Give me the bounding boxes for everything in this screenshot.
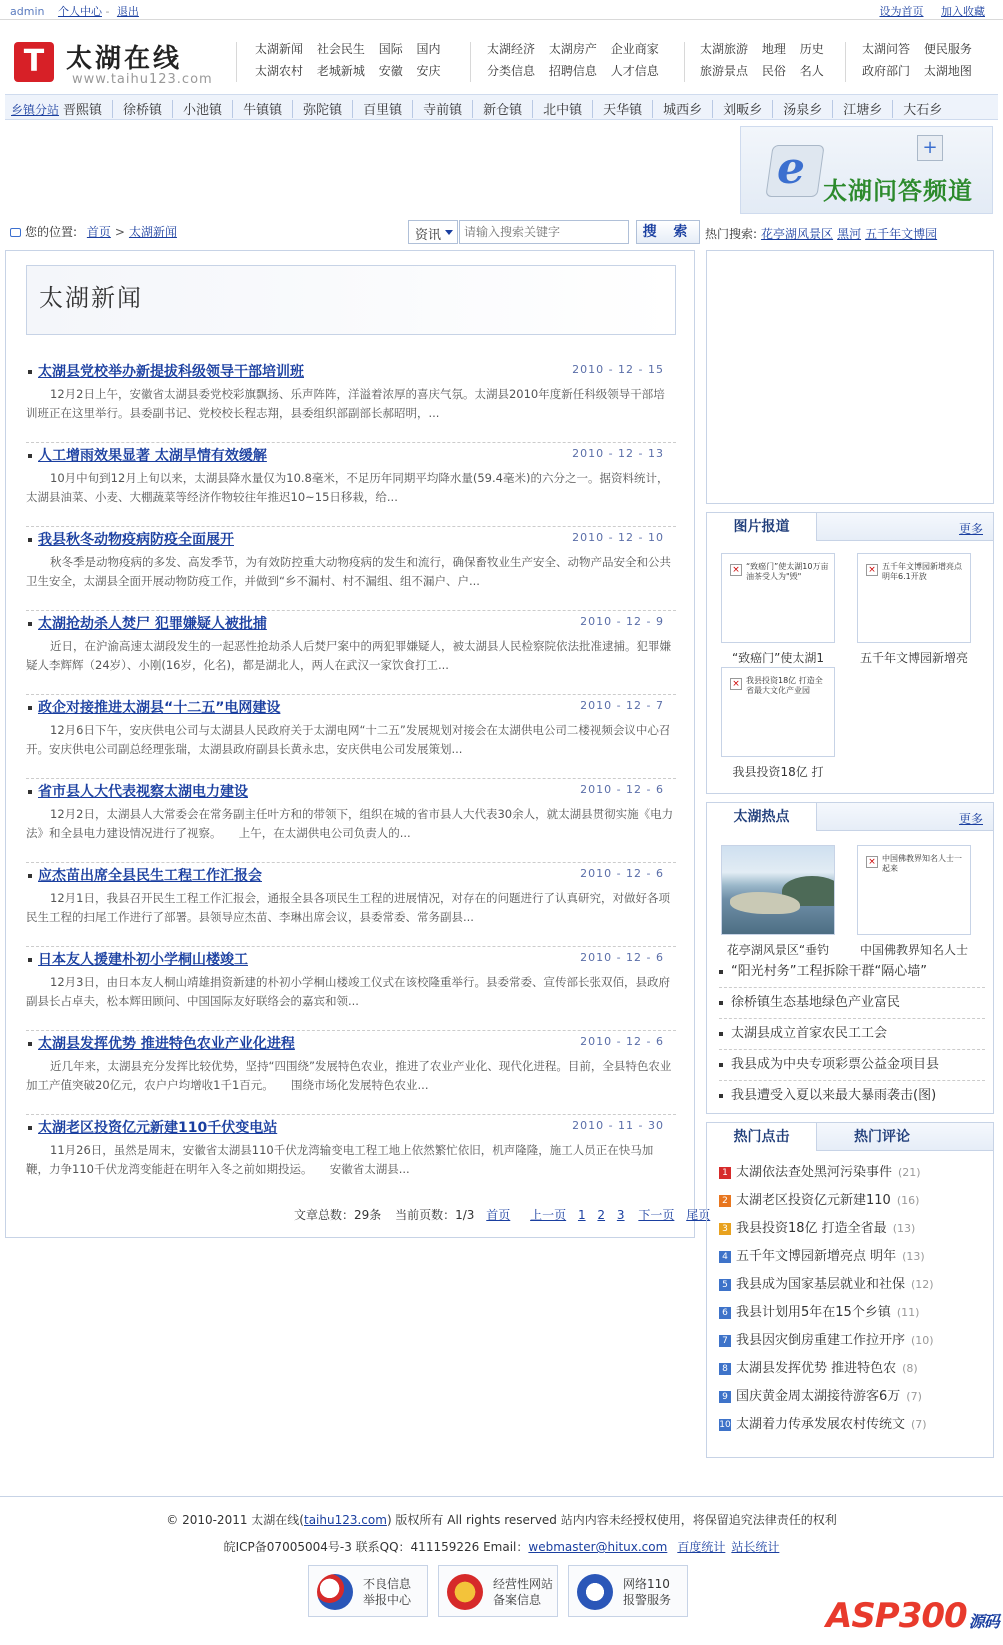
bullet-icon (719, 1032, 723, 1036)
photo-label: 中国佛教界知名人士 (859, 943, 968, 957)
news-list-panel (5, 250, 711, 1238)
logo-icon: T (14, 42, 54, 82)
divider (845, 42, 846, 82)
tab-hot-comments[interactable]: 热门评论 (854, 1129, 910, 1145)
photo-news-box (706, 512, 994, 794)
profile-link[interactable]: 个人中心 (57, 5, 102, 18)
rank-number: 7 (719, 1335, 731, 1347)
photo-item[interactable] (721, 553, 835, 666)
news-summary: 秋冬季是动物疫病的多发、高发季节，为有效防控重大动物疫病的发生和流行，确保畜牧业生产安全、动物产品安全和公共卫生安全，太湖县全面开展动物防疫工作，并做到“乡不漏村、村不漏组、组不漏户、户... (26, 555, 671, 588)
business-record-badge[interactable] (438, 1565, 558, 1617)
nav-link[interactable]: 太湖经济 (487, 42, 536, 56)
hot-search-link[interactable]: 黑河 (837, 227, 862, 241)
search-category-value: 资讯 (415, 228, 442, 243)
rank-count: (8) (902, 1362, 918, 1375)
bullet-icon (28, 454, 32, 458)
rank-count: (21) (898, 1166, 921, 1179)
town-link[interactable]: 小池镇 (173, 100, 233, 118)
photo-alt-text: “致癌门”使太湖10万亩油茶受人为"毁" (746, 562, 829, 581)
prev-page-link[interactable]: 上一页 (530, 1208, 567, 1222)
town-link[interactable]: 江塘乡 (833, 100, 893, 118)
police-shield-icon (577, 1574, 613, 1610)
rank-title: 国庆黄金周太湖接待游客6万 (736, 1389, 901, 1404)
photo-item[interactable] (857, 553, 971, 666)
news-summary: 10月中旬到12月上旬以来，太湖县降水量仅为10.8毫米，不足历年同期平均降水量(59.4毫米)的六分之一。据资料统计，太湖县油菜、小麦、大棚蔬菜等经济作物较往年推迟10~15日移栽，给... (26, 471, 669, 504)
news-title-link[interactable] (28, 529, 234, 549)
rank-number: 4 (719, 1251, 731, 1263)
nav-link[interactable]: 政府部门 (862, 64, 911, 78)
breadcrumb (10, 223, 177, 240)
rank-count: (11) (896, 1306, 920, 1319)
bullet-icon (28, 958, 32, 962)
news-title-link[interactable] (28, 445, 267, 465)
section-title-box (26, 265, 676, 335)
photo-label: 花亭湖风景区“垂钓 (726, 943, 830, 957)
nav-link[interactable]: 国际 (378, 42, 403, 56)
ranking-box (706, 1122, 994, 1458)
photo-news-more-link[interactable]: 更多 (958, 522, 983, 536)
icp-text: 皖ICP备07005004号-3 联系QQ：411159226 Email： (223, 1540, 529, 1554)
footer (0, 1496, 1003, 1555)
news-title-link[interactable] (28, 613, 267, 633)
chevron-down-icon (445, 230, 453, 235)
town-link[interactable]: 弥陀镇 (293, 100, 353, 118)
news-item (26, 443, 676, 527)
photo-label: 我县投资18亿 打 (732, 765, 824, 779)
ranking-row[interactable] (719, 1271, 987, 1299)
list-item-text: 太湖县成立首家农民工工会 (731, 1026, 888, 1041)
rank-number: 10 (719, 1419, 731, 1430)
watermark-text: ASP300 (826, 1596, 967, 1636)
news-title: 太湖抢劫杀人焚尸 犯罪嫌疑人被批捕 (38, 616, 267, 632)
pagination (294, 1206, 710, 1223)
ranking-row[interactable] (719, 1299, 987, 1327)
list-item[interactable] (719, 1050, 985, 1081)
e-letter-icon: e (777, 143, 805, 194)
logout-link[interactable]: 退出 (116, 5, 139, 18)
news-title-link[interactable] (28, 1033, 295, 1053)
logo-name: 太湖在线 (66, 44, 183, 74)
news-item (26, 1115, 676, 1199)
nav-link[interactable]: 民俗 (761, 64, 786, 78)
rank-number: 2 (719, 1195, 731, 1207)
town-link[interactable]: 牛镇镇 (233, 100, 293, 118)
plus-icon: + (917, 135, 943, 161)
webmaster-stats-link[interactable]: 站长统计 (731, 1540, 780, 1554)
nav-link[interactable]: 人才信息 (610, 64, 659, 78)
site-domain-link[interactable]: taihu123.com (303, 1513, 387, 1527)
rank-count: (7) (906, 1390, 922, 1403)
nav-group-travel (700, 40, 834, 84)
list-item[interactable] (719, 1019, 985, 1050)
section-title: 太湖新闻 (39, 284, 143, 312)
bullet-icon (28, 1042, 32, 1046)
nav-link[interactable]: 旅游景点 (700, 64, 749, 78)
ranking-row[interactable] (719, 1355, 987, 1383)
nav-link[interactable]: 历史 (799, 42, 824, 56)
broken-image-icon: × (730, 678, 742, 690)
search-button[interactable]: 搜 索 (636, 220, 700, 244)
badge-line: 备案信息 (493, 1593, 542, 1607)
set-homepage-link[interactable]: 设为首页 (879, 5, 924, 18)
next-page-link[interactable]: 下一页 (638, 1208, 675, 1222)
news-title: 政企对接推进太湖县“十二五”电网建设 (38, 700, 281, 716)
news-date: 2010 - 12 - 7 (580, 699, 664, 712)
ranking-row[interactable] (719, 1215, 987, 1243)
nav-link[interactable]: 名人 (799, 64, 824, 78)
nav-link[interactable]: 国内 (416, 42, 441, 56)
copyright-text-end: ) 版权所有 All rights reserved 站内内容未经授权使用，将保留追究法律责任的权利 (386, 1513, 837, 1527)
news-date: 2010 - 12 - 6 (580, 951, 664, 964)
photo-news-title: 图片报道 (707, 513, 817, 541)
news-title-link[interactable] (28, 361, 304, 381)
bullet-icon (719, 1094, 723, 1098)
news-summary: 12月1日，我县召开民生工程工作汇报会，通报全县各项民生工程的进展情况，对存在的问题进行了认真研究，对做好各项民生工程的扫尾工作进行了部署。县领导应杰苗、李琳出席会议，县委常委、常务副县... (26, 891, 670, 924)
news-title: 太湖老区投资亿元新建110千伏变电站 (38, 1120, 278, 1136)
rank-title: 太湖着力传承发展农村传统文 (736, 1417, 906, 1432)
town-link[interactable]: 城西乡 (653, 100, 713, 118)
search-input[interactable] (459, 220, 629, 244)
photo-thumbnail (857, 845, 971, 935)
nav-link[interactable]: 太湖旅游 (700, 42, 749, 56)
ranking-row[interactable] (719, 1187, 987, 1215)
photo-alt-text: 五千年文博园新增亮点 明年6.1开放 (882, 562, 962, 581)
copyright-text: © 2010-2011 太湖在线( (166, 1513, 304, 1527)
divider (470, 42, 471, 82)
bullet-icon (28, 622, 32, 626)
rank-count: (16) (896, 1194, 920, 1207)
news-title: 我县秋冬动物疫病防疫全面展开 (38, 532, 234, 548)
nav-link[interactable]: 便民服务 (923, 42, 972, 56)
current-page: 当前页数：1/3 (395, 1208, 475, 1222)
rank-number: 1 (719, 1167, 731, 1179)
hot-spots-title: 太湖热点 (707, 803, 817, 831)
divider (236, 42, 237, 82)
news-title-link[interactable] (28, 865, 262, 885)
news-item (26, 947, 676, 1031)
last-page-link[interactable]: 尾页 (686, 1208, 711, 1222)
report-center-icon (317, 1574, 353, 1610)
icp-line (0, 1538, 1003, 1555)
broken-image-icon: × (730, 564, 742, 576)
news-summary: 近日，在沪渝高速太湖段发生的一起恶性抢劫杀人后焚尸案中的两犯罪嫌疑人，被太湖县人民检察院依法批准逮捕。犯罪嫌疑人李辉辉（24岁）、小刚(16岁，化名)，都是湖北人，两人在武汉一家饮食打工... (26, 639, 671, 672)
watermark-logo (826, 1596, 999, 1636)
top-bar: admin 个人中心 - 退出 设为首页 加入收藏 (0, 0, 1003, 20)
rank-count: (10) (911, 1334, 934, 1347)
news-title-link[interactable] (28, 1117, 277, 1137)
logo-url: www.taihu123.com (72, 72, 213, 87)
ranking-tabs (707, 1123, 993, 1151)
watermark-sub: 源码 (968, 1612, 999, 1631)
copyright-line (0, 1511, 1003, 1528)
hot-spot-photo[interactable] (721, 845, 835, 958)
banner-text: 太湖问答频道 (823, 177, 973, 205)
news-item (26, 863, 676, 947)
news-summary: 11月26日，虽然是周末，安徽省太湖县110千伏龙湾输变电工程工地上依然繁忙依旧，机声隆隆，施工人员正在快马加鞭，力争110千伏龙湾变能赶在明年入冬之前如期投运。 安徽省太湖县... (26, 1143, 654, 1176)
first-page-link[interactable]: 首页 (486, 1208, 511, 1222)
breadcrumb-label: 您的位置: (25, 225, 78, 239)
town-link[interactable]: 汤泉乡 (773, 100, 833, 118)
bullet-icon (719, 970, 723, 974)
news-date: 2010 - 12 - 13 (572, 447, 664, 460)
ranking-row[interactable] (719, 1243, 987, 1271)
rank-number: 5 (719, 1279, 731, 1291)
town-link[interactable]: 北中镇 (533, 100, 593, 118)
photo-thumbnail (857, 553, 971, 643)
nav-link[interactable]: 太湖农村 (255, 64, 304, 78)
list-item[interactable] (719, 1081, 985, 1112)
news-title-link[interactable] (28, 781, 248, 801)
photo-thumbnail (721, 667, 835, 757)
list-item[interactable] (719, 988, 985, 1019)
list-item-text: 我县遭受入夏以来最大暴雨袭击(图) (731, 1088, 937, 1103)
tab-hot-clicks[interactable]: 热门点击 (707, 1123, 817, 1151)
news-summary: 12月2日上午，安徽省太湖县委党校彩旗飘扬、乐声阵阵，洋溢着浓厚的喜庆气氛。太湖县2010年度新任科级领导干部培训班正在这里举行。县委副书记、党校校长程志翔，县委组织部副部长郝昭明，... (26, 387, 665, 420)
photo-news-header (707, 513, 993, 541)
business-emblem-icon (447, 1574, 483, 1610)
rank-title: 五千年文博园新增亮点 明年 (736, 1249, 897, 1264)
news-item (26, 779, 676, 863)
breadcrumb-home[interactable]: 首页 (86, 225, 111, 239)
nav-group-economy (487, 40, 669, 84)
breadcrumb-current[interactable]: 太湖新闻 (128, 225, 177, 239)
rank-number: 9 (719, 1391, 731, 1403)
town-nav (5, 94, 998, 120)
rank-title: 太湖依法查处黑河污染事件 (736, 1165, 893, 1180)
news-title: 日本友人援建朴初小学桐山楼竣工 (38, 952, 248, 968)
email-link[interactable]: webmaster@hitux.com (528, 1540, 668, 1554)
search-category-select[interactable] (408, 220, 458, 244)
ranking-list (719, 1159, 987, 1439)
ranking-row[interactable] (719, 1327, 987, 1355)
page-link[interactable]: 2 (597, 1208, 606, 1222)
photo-alt-text: 中国佛教界知名人士一起来 (882, 854, 962, 873)
qa-channel-banner[interactable] (740, 126, 993, 214)
town-link[interactable]: 刘畈乡 (713, 100, 773, 118)
photo-label: 五千年文博园新增亮 (859, 651, 968, 665)
badge-line: 不良信息 (363, 1577, 412, 1591)
rank-count: (12) (911, 1278, 934, 1291)
badge-line: 网络110 (623, 1577, 670, 1591)
news-date: 2010 - 12 - 10 (572, 531, 664, 544)
nav-link[interactable]: 太湖新闻 (255, 42, 304, 56)
news-summary: 12月6日下午，安庆供电公司与太湖县人民政府关于太湖电网“十二五”发展规划对接会在太湖供电公司二楼视频会议中心召开。安庆供电公司副总经理张瑞，太湖县政府副县长黄永忠，安庆供电公司发展策划... (26, 723, 671, 756)
news-summary: 近几年来，太湖县充分发挥比较优势，坚持“四围绕”发展特色农业，推进了农业产业化、现代化进程。目前，全县特色农业加工产值突破20亿元，农户户均增收1千1百元。 围绕市场化发展特色农业... (26, 1059, 672, 1092)
nav-link[interactable]: 地理 (761, 42, 786, 56)
nav-link[interactable]: 分类信息 (487, 64, 536, 78)
town-link[interactable]: 晋熙镇 (61, 100, 113, 118)
rank-count: (13) (902, 1250, 925, 1263)
article-total: 文章总数：29条 (294, 1208, 382, 1222)
report-center-badge[interactable] (308, 1565, 428, 1617)
nav-link[interactable]: 企业商家 (610, 42, 659, 56)
username: admin (10, 5, 45, 18)
rank-title: 太湖老区投资亿元新建110 (736, 1193, 891, 1208)
town-link[interactable]: 新仓镇 (473, 100, 533, 118)
news-date: 2010 - 11 - 30 (572, 1119, 664, 1132)
badge-line: 举报中心 (363, 1593, 412, 1607)
lake-photo (721, 845, 835, 935)
broken-image-icon: × (866, 856, 878, 868)
news-date: 2010 - 12 - 9 (580, 615, 664, 628)
hot-search (705, 225, 937, 242)
sidebar-ad-box (706, 250, 994, 504)
badge-line: 经营性网站 (493, 1577, 554, 1591)
nav-link[interactable]: 太湖房产 (548, 42, 597, 56)
rank-title: 我县投资18亿 打造全省最 (736, 1221, 887, 1236)
town-link[interactable]: 天华镇 (593, 100, 653, 118)
news-summary: 12月3日，由日本友人桐山靖雄捐资新建的朴初小学桐山楼竣工仪式在该校隆重举行。县委常委、宣传部长张双佰，县政府副县长占卓夫，松本辉田顾问、中国国际友好联络会的嘉宾和领... (26, 975, 670, 1008)
hot-spots-header (707, 803, 993, 831)
news-item (26, 527, 676, 611)
site-logo[interactable] (14, 36, 214, 88)
ranking-row[interactable] (719, 1383, 987, 1411)
hot-search-label: 热门搜索: (705, 227, 758, 241)
hot-spot-photo[interactable] (857, 845, 971, 958)
divider (684, 42, 685, 82)
rank-title: 我县因灾倒房重建工作拉开序 (736, 1333, 906, 1348)
rank-count: (13) (892, 1222, 916, 1235)
bullet-icon (719, 1063, 723, 1067)
news-date: 2010 - 12 - 6 (580, 783, 664, 796)
town-link[interactable]: 寺前镇 (413, 100, 473, 118)
nav-link[interactable]: 老城新城 (316, 64, 365, 78)
bullet-icon (28, 538, 32, 542)
photo-thumbnail (721, 553, 835, 643)
news-list (26, 359, 676, 1199)
certification-badges (308, 1565, 694, 1617)
news-title: 应杰苗出席全县民生工程工作汇报会 (38, 868, 262, 884)
news-item (26, 695, 676, 779)
page-link[interactable]: 3 (616, 1208, 625, 1222)
news-item (26, 1031, 676, 1115)
news-title: 人工增雨效果显著 太湖旱情有效缓解 (38, 448, 267, 464)
nav-link[interactable]: 招聘信息 (548, 64, 597, 78)
news-title: 太湖县党校举办新提拔科级领导干部培训班 (38, 364, 304, 380)
bullet-icon (28, 790, 32, 794)
news-item (26, 359, 676, 443)
news-title: 省市县人大代表视察太湖电力建设 (38, 784, 248, 800)
list-item-text: 我县成为中央专项彩票公益金项目县 (731, 1057, 940, 1072)
rank-number: 6 (719, 1307, 731, 1319)
rank-title: 太湖县发挥优势 推进特色农 (736, 1361, 897, 1376)
page-link[interactable]: 1 (577, 1208, 586, 1222)
hot-spots-more-link[interactable]: 更多 (958, 812, 983, 826)
town-link[interactable]: 大石乡 (903, 103, 943, 118)
ranking-row[interactable] (719, 1159, 987, 1187)
nav-group-news (255, 40, 451, 84)
nav-link[interactable]: 社会民生 (316, 42, 365, 56)
town-link[interactable]: 徐桥镇 (113, 100, 173, 118)
header (0, 30, 1003, 90)
rank-number: 8 (719, 1363, 731, 1375)
bullet-icon (28, 874, 32, 878)
news-date: 2010 - 12 - 6 (580, 1035, 664, 1048)
rank-title: 我县成为国家基层就业和社保 (736, 1277, 906, 1292)
rank-count: (7) (911, 1418, 927, 1431)
bullet-icon (28, 706, 32, 710)
news-item (26, 611, 676, 695)
news-title: 太湖县发挥优势 推进特色农业产业化进程 (38, 1036, 295, 1052)
nav-link[interactable]: 太湖问答 (862, 42, 911, 56)
news-title-link[interactable] (28, 949, 248, 969)
rank-title: 我县计划用5年在15个乡镇 (736, 1305, 891, 1320)
list-item-text: 徐桥镇生态基地绿色产业富民 (731, 995, 901, 1010)
hot-spots-box (706, 802, 994, 1114)
photo-label: “致癌门”使太湖1 (731, 651, 825, 665)
rank-number: 3 (719, 1223, 731, 1235)
hot-search-link[interactable]: 花亭湖风景区 (761, 227, 834, 241)
nav-link[interactable]: 太湖地图 (923, 64, 972, 78)
nav-link[interactable]: 安庆 (416, 64, 441, 78)
bullet-icon (719, 1001, 723, 1005)
news-date: 2010 - 12 - 6 (580, 867, 664, 880)
town-link[interactable]: 百里镇 (353, 100, 413, 118)
ranking-row[interactable] (719, 1411, 987, 1439)
add-favorite-link[interactable]: 加入收藏 (941, 5, 985, 18)
police-110-badge[interactable] (568, 1565, 688, 1617)
news-summary: 12月2日，太湖县人大常委会在常务副主任叶方和的带领下，组织在城的省市县人大代表30余人，就太湖县贯彻实施《电力法》和全县电力建设情况进行了视察。 上午，在太湖供电公司负责人的... (26, 807, 674, 840)
bullet-icon (28, 370, 32, 374)
baidu-stats-link[interactable]: 百度统计 (677, 1540, 726, 1554)
hot-search-link[interactable]: 五千年文博园 (865, 227, 938, 241)
photo-item[interactable] (721, 667, 835, 780)
town-nav-label[interactable]: 乡镇分站 (11, 103, 60, 117)
broken-image-icon: × (866, 564, 878, 576)
news-title-link[interactable] (28, 697, 280, 717)
badge-line: 报警服务 (623, 1593, 672, 1607)
breadcrumb-separator: > (114, 225, 125, 239)
nav-link[interactable]: 安徽 (378, 64, 403, 78)
news-date: 2010 - 12 - 15 (572, 363, 664, 376)
list-item[interactable] (719, 957, 985, 988)
bullet-icon (28, 1126, 32, 1130)
photo-alt-text: 我县投资18亿 打造全省最大文化产业园 (746, 676, 823, 695)
nav-group-service (862, 40, 982, 84)
speech-bubble-icon (10, 228, 21, 237)
hot-spots-list (719, 957, 985, 1112)
list-item-text: “阳光村务”工程拆除干群“隔心墙” (731, 964, 927, 979)
